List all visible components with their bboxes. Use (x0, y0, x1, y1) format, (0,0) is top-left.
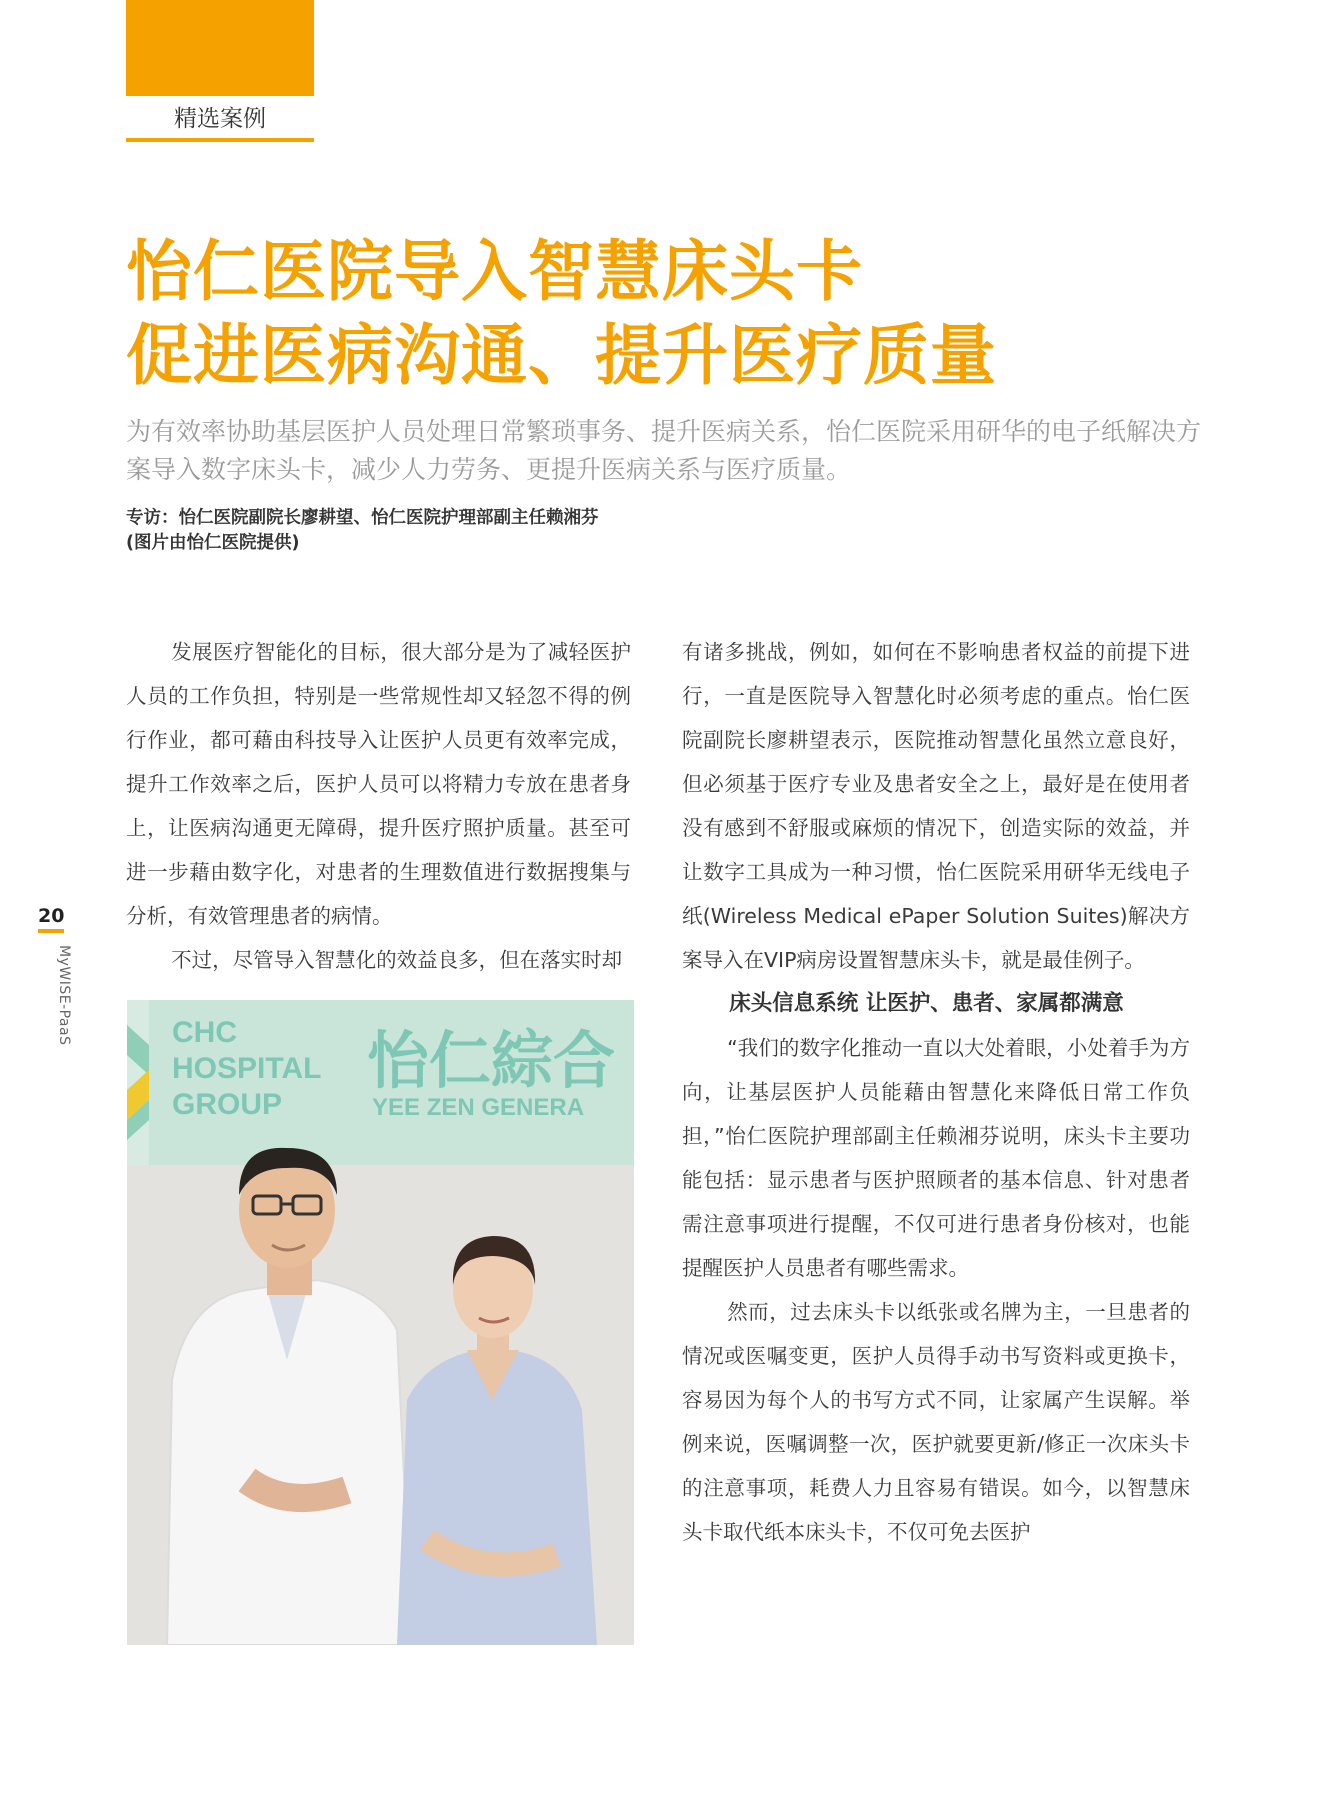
body-paragraph: 有诸多挑战，例如，如何在不影响患者权益的前提下进行，一直是医院导入智慧化时必须考虑的重点。怡仁医院副院长廖耕望表示，医院推动智慧化虽然立意良好，但必须基于医疗专业及患者安全之上，最好是在使用者没有感到不舒服或麻烦的情况下，创造实际的效益，并让数字工具成为一种习惯，怡仁医院采用研华无线电子纸(Wireless Medical ePaper Solution Suites)解决方案导入在VIP病房设置智慧床头卡，就是最佳例子。 (682, 640, 1190, 972)
hospital-staff-photo (127, 1000, 634, 1645)
sign-text-sub: YEE ZEN GENERA (372, 1094, 585, 1121)
sign-text-hospital: HOSPITAL (172, 1052, 322, 1085)
body-paragraph: 发展医疗智能化的目标，很大部分是为了减轻医护人员的工作负担，特别是一些常规性却又轻忽不得的例行作业，都可藉由科技导入让医护人员更有效率完成，提升工作效率之后，医护人员可以将精力专放在患者身上，让医病沟通更无障碍，提升医疗照护质量。甚至可进一步藉由数字化，对患者的生理数值进行数据搜集与分析，有效管理患者的病情。 (126, 640, 631, 928)
page-number: 20 (38, 905, 64, 933)
sign-text-chinese: 怡仁綜合 (367, 1024, 616, 1097)
section-color-block (126, 0, 314, 96)
magazine-name: MyWISE-PaaS (56, 945, 72, 1046)
byline-credit: (图片由怡仁医院提供) (126, 533, 300, 553)
section-label: 精选案例 (126, 100, 314, 142)
body-paragraph: 不过，尽管导入智慧化的效益良多，但在落实时却 (171, 948, 623, 972)
headline-line-1: 怡仁医院导入智慧床头卡 (126, 233, 863, 310)
section-subhead: 床头信息系统 让医护、患者、家属都满意 (729, 991, 1124, 1016)
body-paragraph: 然而，过去床头卡以纸张或名牌为主，一旦患者的情况或医嘱变更，医护人员得手动书写资料或更换卡，容易因为每个人的书写方式不同，让家属产生误解。举例来说，医嘱调整一次，医护就要更新/修正一次床头卡的注意事项，耗费人力且容易有错误。如今，以智慧床头卡取代纸本床头卡，不仅可免去医护 (682, 1300, 1190, 1544)
body-column-left (126, 630, 631, 982)
lede: 为有效率协助基层医护人员处理日常繁琐事务、提升医病关系，怡仁医院采用研华的电子纸解决方案导入数字床头卡，减少人力劳务、更提升医病关系与医疗质量。 (126, 417, 1202, 484)
sign-text-group: GROUP (172, 1088, 283, 1121)
byline (126, 506, 1026, 556)
headline (126, 230, 1226, 398)
byline-interview: 专访：怡仁医院副院长廖耕望、怡仁医院护理部副主任赖湘芬 (126, 508, 599, 528)
sign-text-chc: CHC (172, 1016, 237, 1049)
body-column-right (682, 630, 1190, 1554)
headline-line-2: 促进医病沟通、提升医疗质量 (126, 317, 997, 394)
body-paragraph: “我们的数字化推动一直以大处着眼，小处着手为方向，让基层医护人员能藉由智慧化来降低日常工作负担，”怡仁医院护理部副主任赖湘芬说明，床头卡主要功能包括：显示患者与医护照顾者的基本信息、针对患者需注意事项进行提醒，不仅可进行患者身份核对，也能提醒医护人员患者有哪些需求。 (682, 1036, 1190, 1280)
